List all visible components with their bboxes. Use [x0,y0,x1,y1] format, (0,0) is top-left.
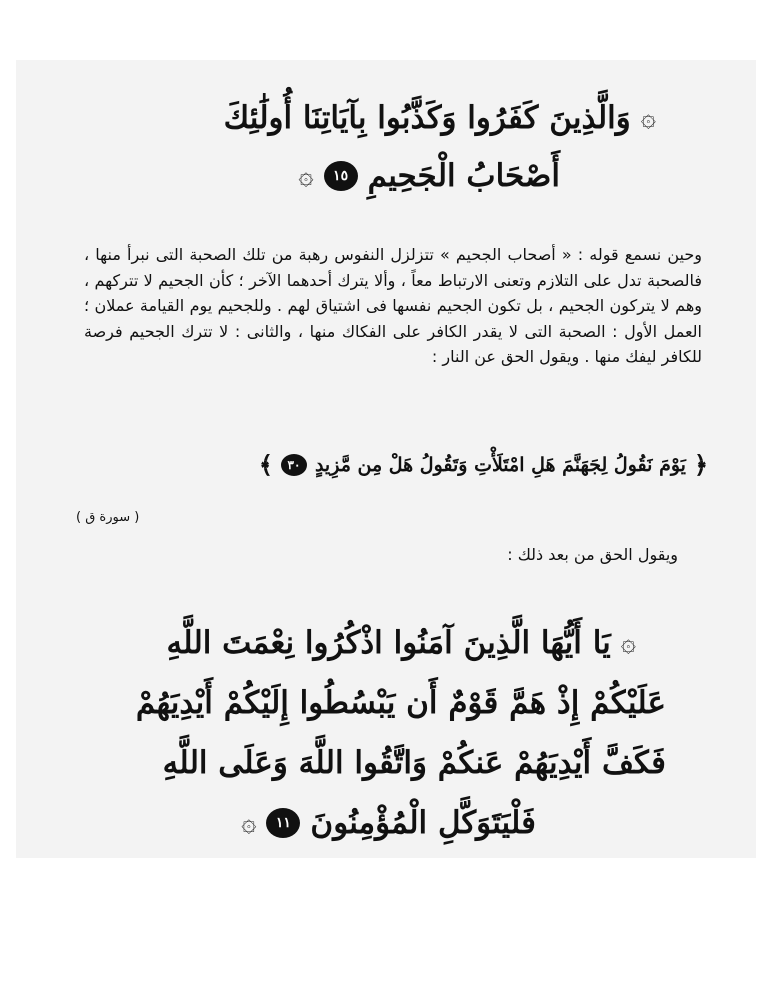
verse-30-text: يَوْمَ نَقُولُ لِجَهَنَّمَ هَلِ امْتَلَأْتِ وَتَقُولُ هَلْ مِن مَّزِيدٍ [314,453,686,476]
ornament-icon: ۞ [298,161,314,191]
ornament-icon: ۞ [620,628,636,658]
verse-15-line-2 [298,158,560,194]
ayah-number-badge: ١١ [266,808,300,838]
verse-11-line-1-text: يَا أَيُّهَا الَّذِينَ آمَنُوا اذْكُرُوا نِعْمَتَ اللَّهِ [166,625,611,661]
book-page [16,60,756,858]
ornament-icon: ۞ [241,808,257,838]
ayah-number-badge: ١٥ [324,161,358,191]
verse-11-line-3-text: فَكَفَّ أَيْدِيَهُمْ عَنكُمْ وَاتَّقُوا اللَّهَ وَعَلَى اللَّهِ [162,745,666,781]
verse-30 [76,450,708,479]
verse-11-line-2 [136,685,666,721]
verse-15-line-1 [224,100,656,136]
verse-15-line-2-text: أَصْحَابُ الْجَحِيمِ [367,158,560,194]
verse-11-line-4-text: فَلْيَتَوَكَّلِ الْمُؤْمِنُونَ [310,805,536,841]
commentary-paragraph: وحين نسمع قوله : « أصحاب الجحيم » تتزلزل النفوس رهبة من تلك الصحبة التى نبرأ منها ، فالصحبة تدل على التلازم وتعنى الارتباط معاً ، وألا يترك أحدهما الآخر ؛ كأن الجحيم لا تتركهم ، وهم لا يتركون الجحيم ، بل تكون الجحيم نفسها فى اشتياق لهم . وللجحيم يوم القيامة عملان ؛ العمل الأول : الصحبة التى لا يقدر الكافر على الفكاك منها ، والثانى : لا تترك الجحيم فرصة للكافر ليفك منها . ويقول الحق عن النار : [84,245,702,366]
verse-11-line-2-text: عَلَيْكُمْ إِذْ هَمَّ قَوْمٌ أَن يَبْسُطُوا إِلَيْكُمْ أَيْدِيَهُمْ [135,685,666,721]
open-bracket-icon: ﴿ [693,450,708,479]
ornament-icon: ۞ [640,103,656,133]
ayah-number-badge: ٣٠ [281,454,307,476]
intro-text: ويقول الحق من بعد ذلك : [507,545,678,564]
close-bracket-icon: ﴾ [258,450,273,479]
verse-11-line-4 [241,805,536,841]
verse-11-line-3 [163,745,666,781]
verse-15-line-1-text: وَالَّذِينَ كَفَرُوا وَكَذَّبُوا بِآيَاتِنَا أُولَٰئِكَ [223,100,631,136]
surah-reference: ( سورة ق ) [76,510,140,525]
verse-11-line-1 [166,625,636,661]
